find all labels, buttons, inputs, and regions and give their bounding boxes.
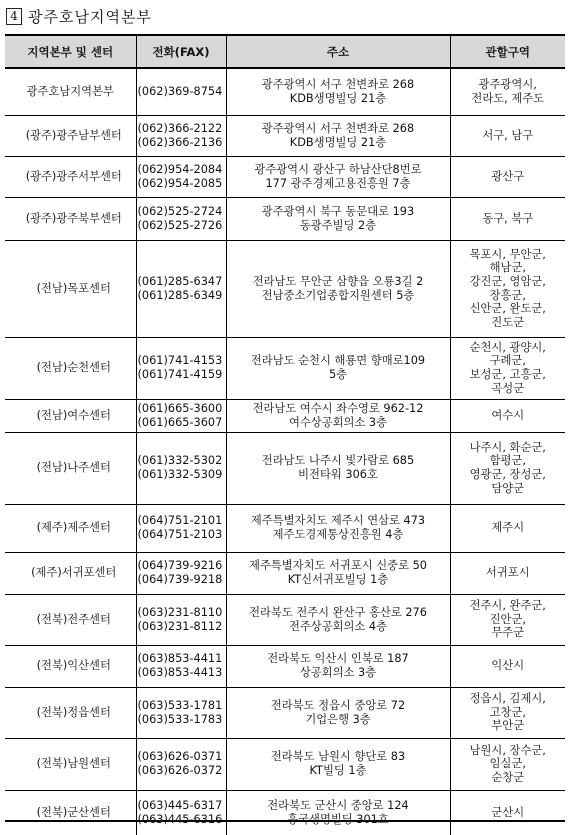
table-row [5, 790, 565, 835]
center-name-cell [5, 399, 136, 432]
jurisdiction-cell [450, 68, 565, 115]
jurisdiction-line: 순창군 [491, 770, 525, 784]
jurisdiction-cell [450, 156, 565, 197]
phone-cell [136, 197, 226, 240]
jurisdiction-line: 곡성군 [491, 381, 525, 395]
center-name-cell [5, 645, 136, 687]
center-name: (전남)목포센터 [36, 281, 111, 295]
address-cell [226, 68, 450, 115]
center-name-cell [5, 687, 136, 738]
address-line: 동광주빌딩 2층 [299, 218, 377, 232]
phone-number: (062)366-2122 [137, 121, 223, 135]
address-line: KT신서귀포빌딩 1층 [287, 573, 389, 586]
address-cell [226, 115, 450, 156]
phone-number: (063)231-8110 [137, 605, 223, 619]
jurisdiction-line: 익산시 [491, 659, 525, 673]
jurisdiction-line: 무주군 [491, 626, 525, 640]
address-line: 5층 [328, 368, 348, 381]
jurisdiction-line: 서구, 남구 [482, 128, 534, 142]
phone-number: (061)285-6347 [137, 274, 223, 288]
jurisdiction-line: 동구, 북구 [482, 211, 534, 225]
jurisdiction-line: 임실군, [489, 757, 526, 771]
address-line: 비전타워 306호 [298, 468, 378, 481]
phone-cell [136, 432, 226, 504]
jurisdiction-line: 제주시 [491, 521, 525, 535]
center-name: (전북)남원센터 [36, 757, 111, 771]
jurisdiction-cell [450, 738, 565, 790]
address-line: 광주광역시 서구 천변좌로 268 [261, 78, 415, 92]
center-name-cell [5, 790, 136, 835]
address-cell [226, 432, 450, 504]
phone-number: (063)626-0371 [137, 750, 223, 764]
section-number: 4 [6, 8, 22, 25]
address-line: 전라남도 나주시 빛가람로 685 [261, 454, 415, 468]
table-row [5, 687, 565, 738]
address-line: 전라북도 남원시 향단로 83 [270, 750, 406, 764]
address-line: 전남중소기업종합지원센터 5층 [261, 288, 415, 302]
address-line: 기업은행 3층 [305, 712, 371, 726]
address-cell [226, 738, 450, 790]
phone-number: (061)741-4159 [137, 368, 223, 381]
address-line: 전라남도 여수시 좌수영로 962-12 [252, 401, 424, 415]
jurisdiction-cell [450, 504, 565, 552]
phone-cell [136, 504, 226, 552]
phone-number: (063)626-0372 [137, 764, 223, 777]
phone-number: (061)665-3607 [137, 415, 223, 429]
phone-number: (062)954-2085 [137, 176, 223, 190]
center-name: (전북)익산센터 [36, 659, 111, 673]
table-row [5, 240, 565, 337]
phone-number: (061)332-5302 [137, 454, 223, 468]
phone-cell [136, 68, 226, 115]
address-cell [226, 645, 450, 687]
jurisdiction-cell [450, 645, 565, 687]
center-name: (광주)광주남부센터 [25, 128, 122, 142]
center-name: (제주)제주센터 [36, 521, 111, 535]
address-line: 전라북도 군산시 중앙로 124 [267, 799, 409, 813]
jurisdiction-line: 나주시, 화순군, [469, 440, 546, 454]
center-name-cell [5, 197, 136, 240]
table-row [5, 738, 565, 790]
jurisdiction-cell [450, 790, 565, 835]
center-name-cell [5, 68, 136, 115]
phone-cell [136, 645, 226, 687]
address-line: 광주광역시 광산구 하남산단8번로 [254, 162, 422, 176]
jurisdiction-cell [450, 399, 565, 432]
jurisdiction-line: 군산시 [491, 805, 525, 819]
phone-number: (063)445-6317 [137, 799, 223, 813]
phone-number: (064)751-2101 [137, 514, 223, 528]
jurisdiction-line: 신안군, 완도군, [469, 302, 546, 316]
jurisdiction-cell [450, 240, 565, 337]
jurisdiction-cell [450, 432, 565, 504]
jurisdiction-line: 보성군, 고흥군, [469, 368, 546, 381]
address-line: 광주광역시 서구 천변좌로 268 [261, 121, 415, 135]
phone-cell [136, 337, 226, 399]
phone-number: (062)954-2084 [137, 162, 223, 176]
table-row [5, 337, 565, 399]
header-address: 주소 [226, 36, 450, 68]
address-line: 전주상공회의소 4층 [288, 619, 388, 633]
phone-number: (064)739-9218 [137, 573, 223, 586]
jurisdiction-line: 광주광역시, [478, 78, 537, 92]
phone-number: (063)231-8112 [137, 619, 223, 633]
center-name-cell [5, 594, 136, 645]
jurisdiction-line: 강진군, 영암군, [469, 274, 546, 288]
jurisdiction-cell [450, 594, 565, 645]
center-name: (제주)서귀포센터 [31, 566, 117, 580]
phone-cell [136, 738, 226, 790]
header-area: 관할구역 [450, 36, 565, 68]
center-directory-table [5, 34, 565, 826]
jurisdiction-cell [450, 115, 565, 156]
address-line: 전라남도 순천시 해룡면 향매로109 [250, 354, 426, 368]
table-row [5, 197, 565, 240]
center-name: (전북)정읍센터 [36, 705, 111, 719]
address-line: 흥국생명빌딩 301호 [287, 812, 389, 826]
jurisdiction-cell [450, 552, 565, 594]
address-cell [226, 504, 450, 552]
phone-number: (064)739-9216 [137, 559, 223, 573]
header-phone: 전화(FAX) [136, 36, 226, 68]
jurisdiction-line: 남원시, 장수군, [469, 743, 546, 757]
phone-number: (061)332-5309 [137, 468, 223, 481]
jurisdiction-line: 장흥군, [489, 288, 526, 302]
phone-number: (062)366-2136 [137, 135, 223, 149]
phone-cell [136, 156, 226, 197]
address-line: 전라북도 정읍시 중앙로 72 [270, 698, 406, 712]
table-row [5, 432, 565, 504]
center-name: (전남)순천센터 [36, 361, 111, 375]
phone-number: (062)525-2724 [137, 204, 223, 218]
table-row [5, 594, 565, 645]
jurisdiction-line: 진안군, [489, 612, 526, 626]
table-row [5, 68, 565, 115]
phone-number: (063)445-6316 [137, 812, 223, 826]
phone-number: (063)533-1783 [137, 712, 223, 726]
center-name-cell [5, 115, 136, 156]
address-line: 제주특별자치도 제주시 연삼로 473 [250, 514, 426, 528]
address-line: 상공회의소 3층 [299, 666, 377, 679]
address-line: 제주도경제통상진흥원 4층 [272, 528, 404, 541]
center-name: (전북)군산센터 [36, 805, 111, 819]
jurisdiction-line: 고창군, [489, 705, 526, 719]
phone-cell [136, 115, 226, 156]
jurisdiction-line: 해남군, [489, 261, 526, 275]
center-name-cell [5, 738, 136, 790]
address-line: KDB생명빌딩 21층 [289, 91, 387, 105]
address-cell [226, 240, 450, 337]
table-body [5, 68, 565, 835]
center-name-cell [5, 337, 136, 399]
phone-cell [136, 399, 226, 432]
jurisdiction-line: 순천시, 광양시, [469, 340, 546, 354]
phone-cell [136, 552, 226, 594]
address-line: 여수상공회의소 3층 [288, 415, 388, 429]
phone-number: (062)369-8754 [137, 84, 223, 98]
center-name-cell [5, 432, 136, 504]
jurisdiction-cell [450, 337, 565, 399]
address-cell [226, 552, 450, 594]
jurisdiction-line: 영광군, 장성군, [469, 468, 546, 481]
phone-cell [136, 240, 226, 337]
address-cell [226, 790, 450, 835]
center-name: 광주호남지역본부 [26, 84, 114, 98]
address-line: 전라북도 전주시 완산구 홍산로 276 [249, 605, 427, 619]
address-line: 177 광주경제고용진흥원 7층 [265, 176, 411, 190]
center-name-cell [5, 240, 136, 337]
phone-number: (063)853-4411 [137, 652, 223, 666]
phone-number: (061)285-6349 [137, 288, 223, 302]
jurisdiction-line: 함평군, [489, 454, 526, 468]
jurisdiction-line: 전주시, 완주군, [469, 599, 546, 613]
address-line: 전라남도 무안군 삼향읍 오룡3길 2 [252, 274, 424, 288]
phone-number: (062)525-2726 [137, 218, 223, 232]
table-row [5, 645, 565, 687]
phone-number: (064)751-2103 [137, 528, 223, 541]
address-cell [226, 197, 450, 240]
address-line: 광주광역시 북구 동문대로 193 [261, 204, 415, 218]
jurisdiction-line: 정읍시, 김제시, [469, 692, 546, 706]
jurisdiction-line: 목포시, 무안군, [469, 247, 546, 261]
section-heading [6, 5, 152, 27]
jurisdiction-line: 서귀포시 [485, 566, 530, 580]
center-name: (광주)광주북부센터 [25, 211, 122, 225]
phone-cell [136, 790, 226, 835]
address-cell [226, 156, 450, 197]
center-name: (전북)전주센터 [36, 612, 111, 626]
jurisdiction-line: 진도군 [491, 315, 525, 329]
phone-number: (063)533-1781 [137, 698, 223, 712]
center-name: (광주)광주서부센터 [25, 169, 122, 183]
address-cell [226, 399, 450, 432]
table-row [5, 115, 565, 156]
table-row [5, 504, 565, 552]
section-title: 광주호남지역본부 [28, 7, 152, 26]
jurisdiction-line: 구례군, [489, 354, 526, 368]
phone-cell [136, 687, 226, 738]
table-row [5, 552, 565, 594]
table-row [5, 399, 565, 432]
address-line: 제주특별자치도 서귀포시 신중로 50 [249, 559, 427, 573]
jurisdiction-line: 여수시 [491, 408, 525, 422]
jurisdiction-line: 광산구 [491, 169, 525, 183]
jurisdiction-line: 부안군 [491, 719, 525, 733]
address-line: KDB생명빌딩 21층 [289, 135, 387, 149]
center-name-cell [5, 552, 136, 594]
phone-cell [136, 594, 226, 645]
table-header-row [5, 36, 565, 68]
address-cell [226, 337, 450, 399]
table-row [5, 156, 565, 197]
address-line: KT빌딩 1층 [309, 764, 367, 777]
address-cell [226, 594, 450, 645]
phone-number: (063)853-4413 [137, 666, 223, 679]
center-name: (전남)나주센터 [36, 461, 111, 475]
phone-number: (061)741-4153 [137, 354, 223, 368]
center-name-cell [5, 156, 136, 197]
address-cell [226, 687, 450, 738]
center-name: (전남)여수센터 [36, 408, 111, 422]
address-line: 전라북도 익산시 인북로 187 [267, 652, 409, 666]
jurisdiction-cell [450, 687, 565, 738]
phone-number: (061)665-3600 [137, 401, 223, 415]
jurisdiction-line: 전라도, 제주도 [471, 91, 545, 105]
jurisdiction-cell [450, 197, 565, 240]
center-name-cell [5, 504, 136, 552]
jurisdiction-line: 담양군 [491, 481, 525, 495]
header-name: 지역본부 및 센터 [5, 36, 136, 68]
